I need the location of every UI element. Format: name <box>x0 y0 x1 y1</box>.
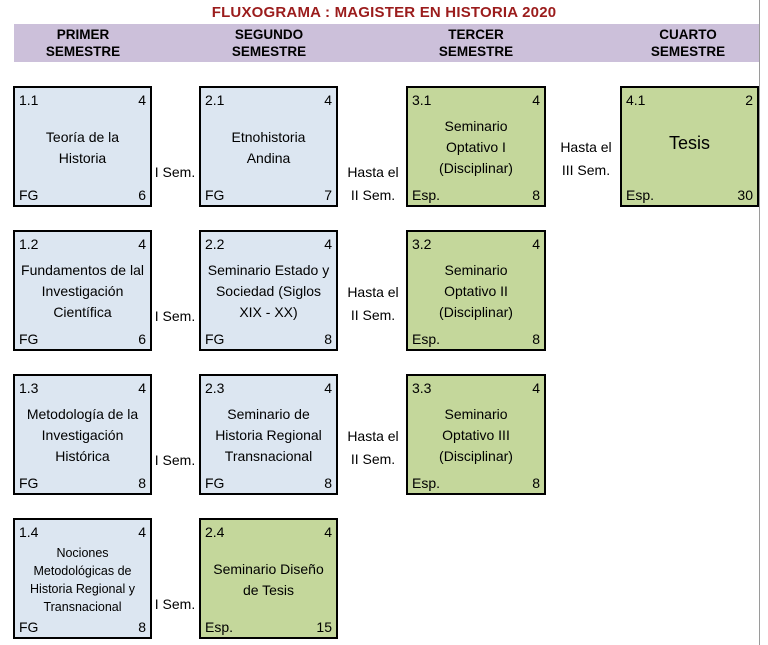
course-type: Esp. <box>412 187 441 203</box>
course-name: Seminario Diseño de Tesis <box>213 560 324 598</box>
course-code: 3.3 <box>412 380 432 396</box>
course-code: 3.2 <box>412 236 432 252</box>
course-card-1-4 <box>13 518 152 639</box>
course-code: 2.1 <box>205 92 225 108</box>
course-type: FG <box>205 475 225 491</box>
course-name: Metodología de la Investigación Histórica <box>26 406 139 464</box>
connector-label: I Sem. <box>154 452 196 468</box>
course-hours: 8 <box>138 619 146 635</box>
course-hours: 7 <box>324 187 332 203</box>
course-name: Teoría de la Historia <box>45 128 120 166</box>
course-hours: 8 <box>138 475 146 491</box>
course-hours: 8 <box>532 331 540 347</box>
course-code: 4.1 <box>626 92 646 108</box>
course-card-1-2 <box>13 230 152 351</box>
course-credits: 4 <box>324 524 332 540</box>
course-name: Seminario de Historia Regional Transnacional <box>215 406 322 464</box>
course-credits: 4 <box>138 380 146 396</box>
connector-label: I Sem. <box>154 596 196 612</box>
course-code: 2.3 <box>205 380 225 396</box>
course-card-2-1 <box>199 86 338 207</box>
connector-label: I Sem. <box>154 308 196 324</box>
course-type: Esp. <box>205 619 234 635</box>
course-name: Seminario Optativo I (Disciplinar) <box>439 118 513 176</box>
course-card-3-2 <box>406 230 546 351</box>
course-type: Esp. <box>412 331 441 347</box>
course-hours: 30 <box>737 187 753 203</box>
course-code: 3.1 <box>412 92 432 108</box>
course-card-1-3 <box>13 374 152 495</box>
course-name: Nociones Metodológicas de Historia Regional y Transnacional <box>30 545 135 614</box>
course-name: Tesis <box>668 133 710 153</box>
course-hours: 8 <box>324 331 332 347</box>
course-name: Fundamentos de lal Investigación Científica <box>21 262 144 320</box>
course-credits: 4 <box>532 380 540 396</box>
course-card-2-4 <box>199 518 338 639</box>
course-code: 1.1 <box>19 92 39 108</box>
course-code: 1.3 <box>19 380 39 396</box>
course-hours: 6 <box>138 331 146 347</box>
course-card-3-1 <box>406 86 546 207</box>
connector-label: Hasta el II Sem. <box>347 284 399 323</box>
semester-header-1: PRIMER SEMESTRE <box>45 27 121 59</box>
course-credits: 4 <box>324 92 332 108</box>
course-code: 1.2 <box>19 236 39 252</box>
course-type: Esp. <box>626 187 655 203</box>
course-type: FG <box>19 475 39 491</box>
course-hours: 8 <box>324 475 332 491</box>
course-hours: 8 <box>532 187 540 203</box>
diagram-title: FLUXOGRAMA : MAGISTER EN HISTORIA 2020 <box>211 4 557 21</box>
course-hours: 8 <box>532 475 540 491</box>
course-credits: 4 <box>532 92 540 108</box>
course-type: FG <box>19 331 39 347</box>
course-credits: 4 <box>138 524 146 540</box>
course-code: 2.4 <box>205 524 225 540</box>
course-hours: 15 <box>316 619 332 635</box>
course-type: FG <box>19 187 39 203</box>
semester-header-4: CUARTO SEMESTRE <box>650 27 726 59</box>
course-card-2-3 <box>199 374 338 495</box>
course-type: Esp. <box>412 475 441 491</box>
course-card-1-1 <box>13 86 152 207</box>
course-code: 1.4 <box>19 524 39 540</box>
sheet-border <box>759 0 760 645</box>
course-name: Seminario Estado y Sociedad (Siglos XIX - XX) <box>207 262 330 320</box>
course-type: FG <box>19 619 39 635</box>
course-type: FG <box>205 187 225 203</box>
connector-label: Hasta el II Sem. <box>347 428 399 467</box>
course-credits: 4 <box>324 236 332 252</box>
course-name: Seminario Optativo II (Disciplinar) <box>439 262 513 320</box>
course-type: FG <box>205 331 225 347</box>
course-name: Seminario Optativo III (Disciplinar) <box>439 406 513 464</box>
course-card-2-2 <box>199 230 338 351</box>
semester-header-2: SEGUNDO SEMESTRE <box>231 27 307 59</box>
course-credits: 4 <box>138 236 146 252</box>
connector-label: Hasta el II Sem. <box>347 164 399 203</box>
course-code: 2.2 <box>205 236 225 252</box>
connector-label: Hasta el III Sem. <box>560 139 612 178</box>
course-card-4-1 <box>620 86 759 207</box>
course-hours: 6 <box>138 187 146 203</box>
course-credits: 4 <box>138 92 146 108</box>
course-credits: 4 <box>324 380 332 396</box>
course-name: Etnohistoria Andina <box>231 128 306 166</box>
course-credits: 2 <box>745 92 753 108</box>
connector-label: I Sem. <box>154 164 196 180</box>
course-card-3-3 <box>406 374 546 495</box>
semester-header-3: TERCER SEMESTRE <box>438 27 514 59</box>
course-credits: 4 <box>532 236 540 252</box>
